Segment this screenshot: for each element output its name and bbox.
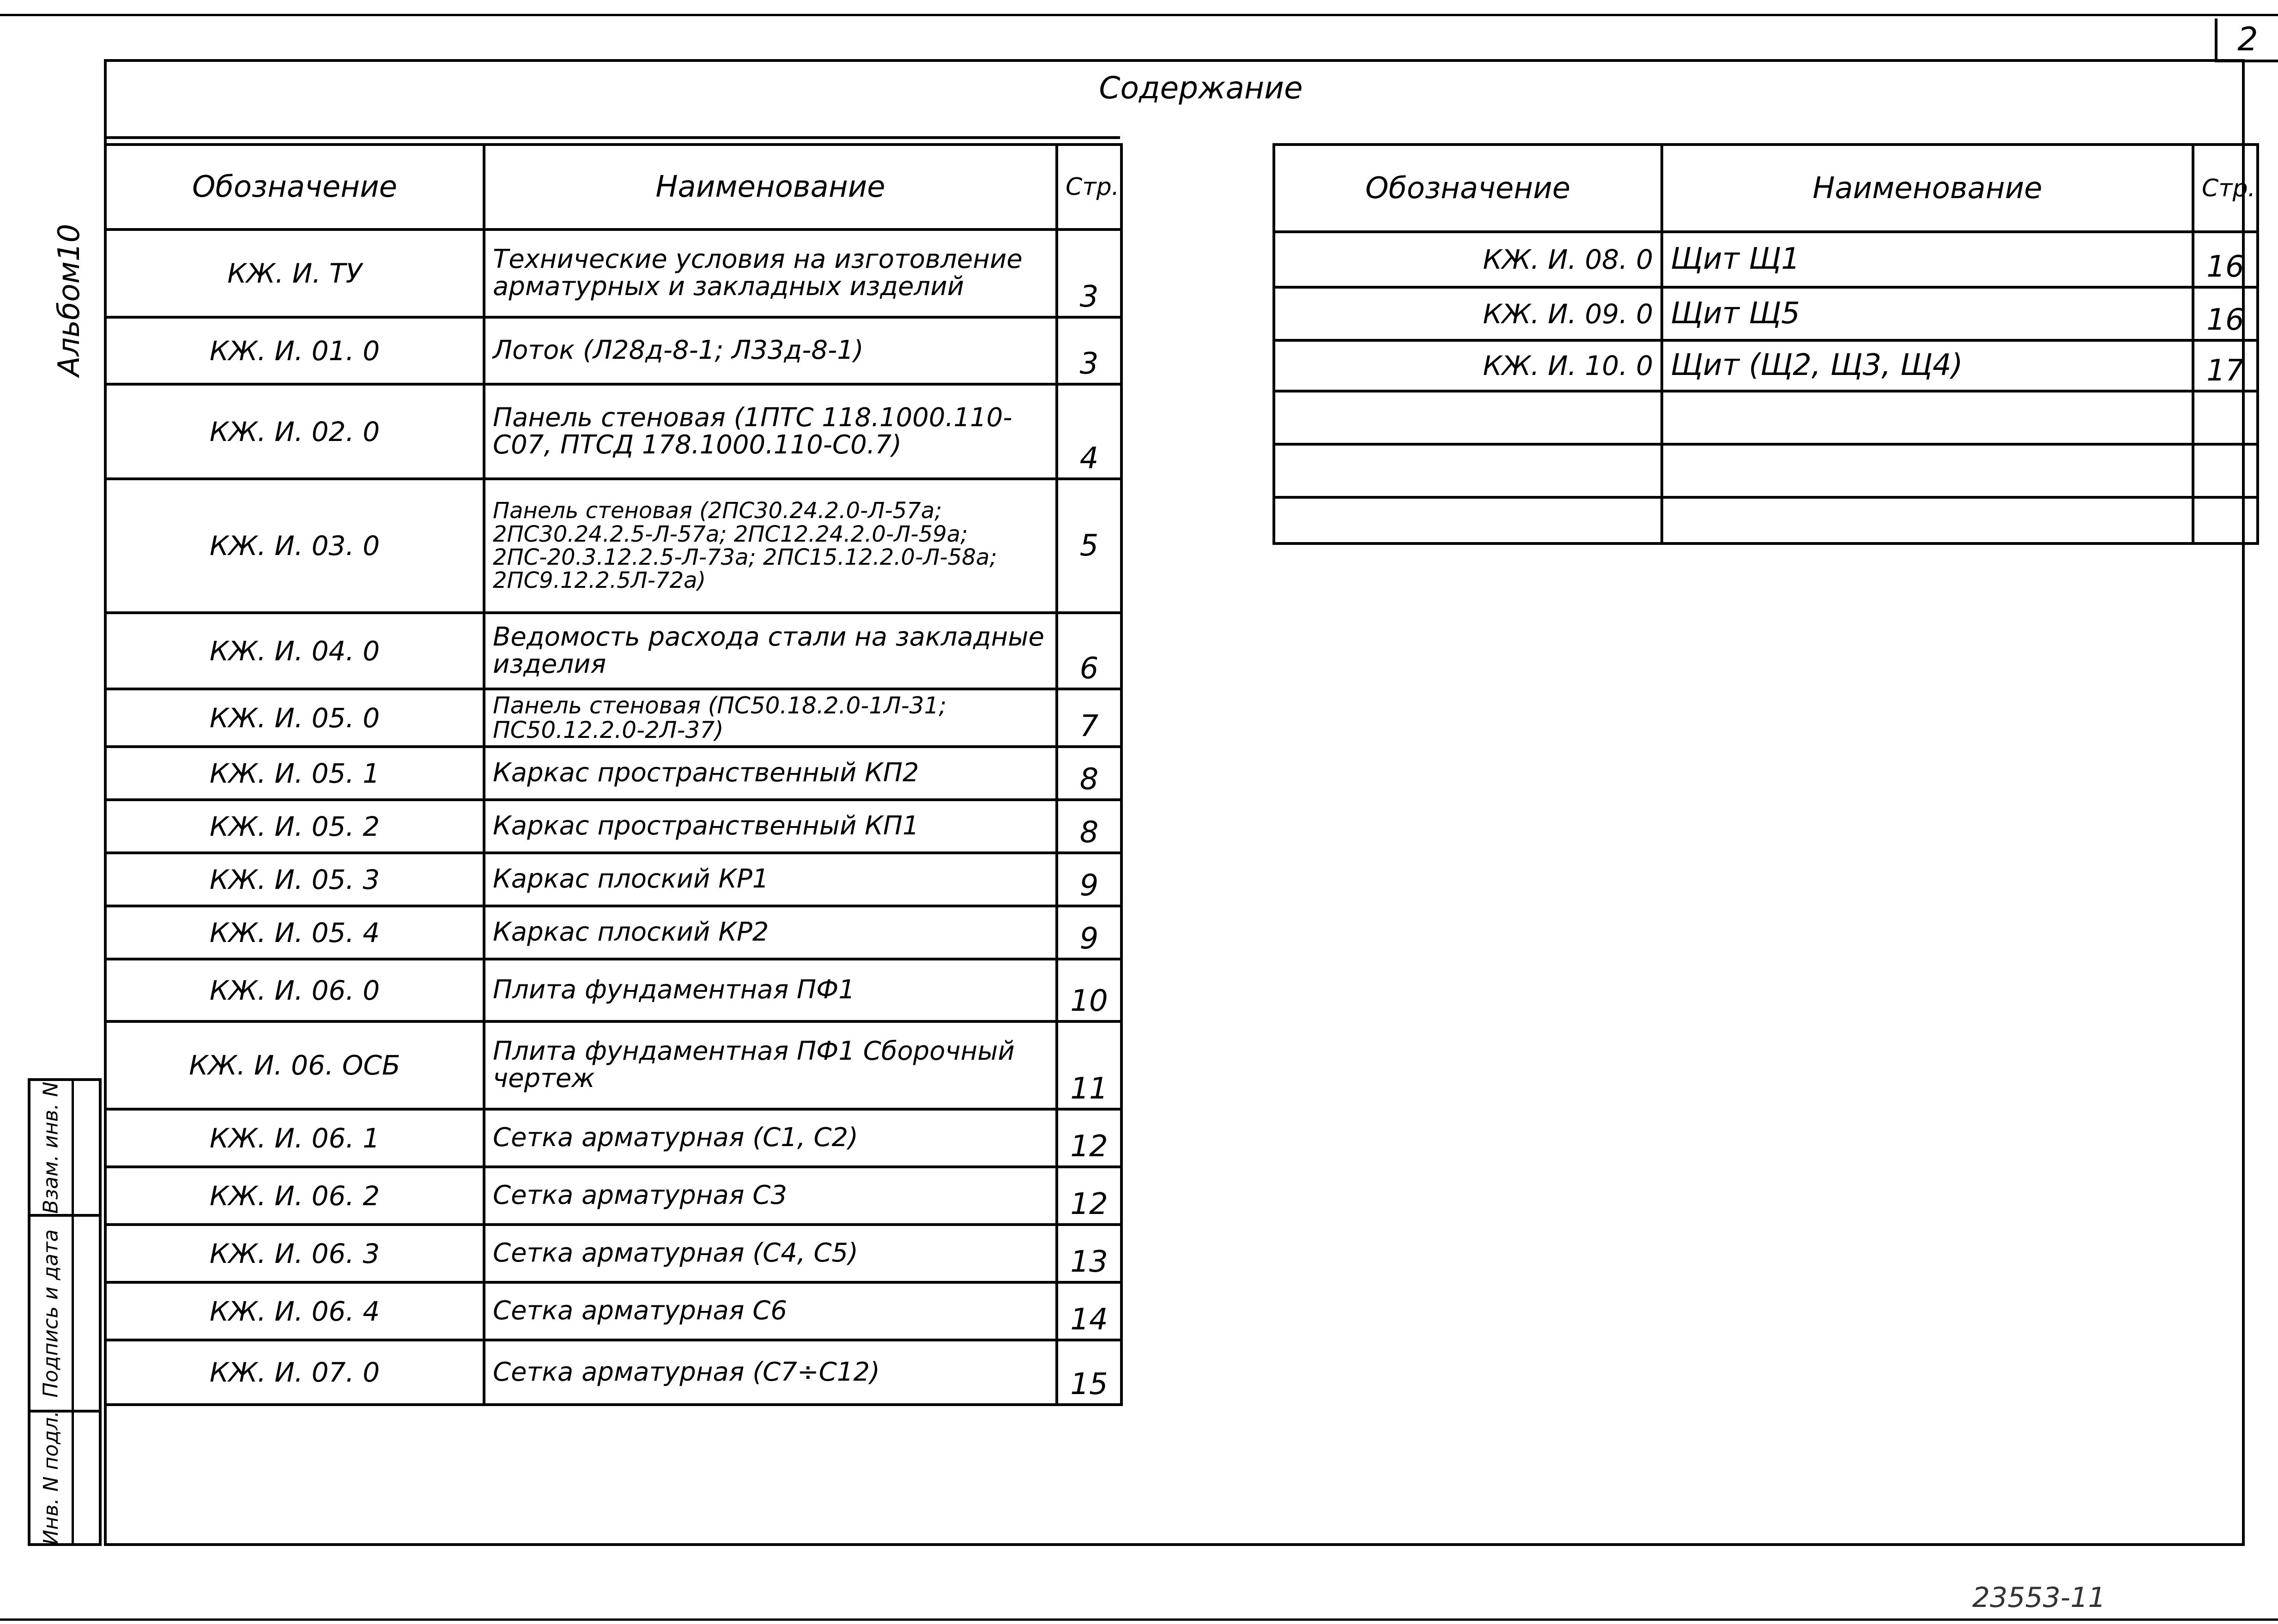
row-code: КЖ. И. 09. 0 <box>1274 287 1662 340</box>
row-page <box>2193 391 2258 444</box>
table-row <box>105 229 1121 317</box>
table-row <box>105 1282 1121 1340</box>
row-code <box>1274 444 1662 497</box>
row-page: 15 <box>1057 1340 1121 1405</box>
row-page: 8 <box>1057 747 1121 800</box>
row-page: 14 <box>1057 1282 1121 1340</box>
table-row <box>105 959 1121 1021</box>
row-name <box>1662 444 2193 497</box>
row-code: КЖ. И. 10. 0 <box>1274 340 1662 391</box>
row-name: Щит Щ1 <box>1662 232 2193 287</box>
table-row <box>105 1340 1121 1405</box>
header-name: Наименование <box>1662 145 2193 232</box>
document-number: 23553-11 <box>1972 1582 2106 1614</box>
row-name: Плита фундаментная ПФ1 <box>484 959 1057 1021</box>
row-name: Технические условия на изготовление арматурных и закладных изделий <box>484 229 1057 317</box>
row-page: 17 <box>2193 340 2258 391</box>
row-page <box>2193 497 2258 543</box>
row-page: 4 <box>1057 384 1121 479</box>
table-row <box>1274 340 2258 391</box>
row-code: КЖ. И. 06. 3 <box>105 1225 484 1282</box>
row-page: 12 <box>1057 1167 1121 1225</box>
table-row <box>1274 287 2258 340</box>
table-row <box>105 384 1121 479</box>
row-name: Сетка арматурная (С7÷С12) <box>484 1340 1057 1405</box>
row-code: КЖ. И. 06. 4 <box>105 1282 484 1340</box>
row-code: КЖ. И. 05. 1 <box>105 747 484 800</box>
row-page: 16 <box>2193 287 2258 340</box>
row-name: Сетка арматурная С6 <box>484 1282 1057 1340</box>
row-name: Щит (Щ2, Щ3, Щ4) <box>1662 340 2193 391</box>
row-code: КЖ. И. 06. 1 <box>105 1109 484 1167</box>
row-page: 8 <box>1057 800 1121 853</box>
row-code <box>1274 391 1662 444</box>
row-name <box>1662 391 2193 444</box>
header-name: Наименование <box>484 145 1057 229</box>
row-name: Панель стеновая (2ПС30.24.2.0-Л-57а; 2ПС30.24.2.5-Л-57а; 2ПС12.24.2.0-Л-59а; 2ПС-20.3.12.2.5-Л-73а; 2ПС15.12.2.0-Л-58а; 2ПС9.12.2.5Л-72а) <box>484 479 1057 613</box>
album-label: Альбом10 <box>52 223 86 377</box>
row-code: КЖ. И. 04. 0 <box>105 613 484 689</box>
row-code: КЖ. И. 06. 0 <box>105 959 484 1021</box>
table-row <box>105 317 1121 384</box>
table-row <box>105 689 1121 747</box>
row-page: 12 <box>1057 1109 1121 1167</box>
header-code: Обозначение <box>105 145 484 229</box>
row-page: 3 <box>1057 229 1121 317</box>
table-row <box>105 613 1121 689</box>
row-page: 11 <box>1057 1021 1121 1109</box>
header-code: Обозначение <box>1274 145 1662 232</box>
header-page: Стр. <box>1057 145 1121 229</box>
row-page: 5 <box>1057 479 1121 613</box>
row-page: 3 <box>1057 317 1121 384</box>
row-name: Панель стеновая (1ПТС 118.1000.110-С07, ПТСД 178.1000.110-С0.7) <box>484 384 1057 479</box>
row-name: Панель стеновая (ПС50.18.2.0-1Л-31; ПС50.12.2.0-2Л-37) <box>484 689 1057 747</box>
row-code: КЖ. И. 05. 4 <box>105 906 484 959</box>
table-row <box>1274 391 2258 444</box>
row-name: Сетка арматурная (С4, С5) <box>484 1225 1057 1282</box>
sheet-number: 2 <box>2215 18 2278 62</box>
stamp-replace-inv-label: Взам. инв. N <box>39 1081 63 1213</box>
table-row <box>105 1021 1121 1109</box>
row-name: Каркас плоский КР2 <box>484 906 1057 959</box>
table-row <box>105 1167 1121 1225</box>
row-name: Каркас пространственный КП2 <box>484 747 1057 800</box>
table-row <box>1274 497 2258 543</box>
stamp-signature-date-label: Подпись и дата <box>39 1229 63 1398</box>
row-code: КЖ. И. 07. 0 <box>105 1340 484 1405</box>
row-page: 6 <box>1057 613 1121 689</box>
table-row <box>105 800 1121 853</box>
stamp-replace-inv <box>28 1081 74 1214</box>
row-code: КЖ. И. 06. 2 <box>105 1167 484 1225</box>
row-name: Сетка арматурная С3 <box>484 1167 1057 1225</box>
table-row <box>105 906 1121 959</box>
stamp-inv-original <box>28 1412 74 1544</box>
left-contents-table <box>104 143 1123 1406</box>
row-code <box>1274 497 1662 543</box>
table-row <box>1274 444 2258 497</box>
row-code: КЖ. И. 06. ОСБ <box>105 1021 484 1109</box>
row-page: 16 <box>2193 232 2258 287</box>
right-contents-table <box>1272 143 2259 545</box>
table-row <box>105 1225 1121 1282</box>
row-code: КЖ. И. 01. 0 <box>105 317 484 384</box>
stamp-inv-original-label: Инв. N подл. <box>39 1411 63 1545</box>
table-row <box>105 479 1121 613</box>
row-name: Ведомость расхода стали на закладные изделия <box>484 613 1057 689</box>
page-title: Содержание <box>1099 70 1303 106</box>
left-table-header <box>105 145 1121 229</box>
title-divider <box>104 136 1120 139</box>
row-page: 7 <box>1057 689 1121 747</box>
header-page: Стр. <box>2193 145 2258 232</box>
row-page <box>2193 444 2258 497</box>
right-table-header <box>1274 145 2258 232</box>
table-row <box>1274 232 2258 287</box>
row-page: 10 <box>1057 959 1121 1021</box>
row-code: КЖ. И. 05. 0 <box>105 689 484 747</box>
table-row <box>105 853 1121 906</box>
row-page: 9 <box>1057 906 1121 959</box>
row-name: Каркас плоский КР1 <box>484 853 1057 906</box>
row-name: Каркас пространственный КП1 <box>484 800 1057 853</box>
row-page: 13 <box>1057 1225 1121 1282</box>
table-row <box>105 1109 1121 1167</box>
row-code: КЖ. И. 03. 0 <box>105 479 484 613</box>
row-name: Лоток (Л28д-8-1; Л33д-8-1) <box>484 317 1057 384</box>
row-page: 9 <box>1057 853 1121 906</box>
row-code: КЖ. И. 02. 0 <box>105 384 484 479</box>
row-code: КЖ. И. ТУ <box>105 229 484 317</box>
row-name <box>1662 497 2193 543</box>
stamp-signature-date <box>28 1216 74 1410</box>
row-code: КЖ. И. 08. 0 <box>1274 232 1662 287</box>
top-border-line <box>0 14 2278 16</box>
row-name: Сетка арматурная (С1, С2) <box>484 1109 1057 1167</box>
row-code: КЖ. И. 05. 3 <box>105 853 484 906</box>
row-name: Щит Щ5 <box>1662 287 2193 340</box>
table-row <box>105 747 1121 800</box>
bottom-border-line <box>0 1618 2278 1621</box>
row-name: Плита фундаментная ПФ1 Сборочный чертеж <box>484 1021 1057 1109</box>
row-code: КЖ. И. 05. 2 <box>105 800 484 853</box>
